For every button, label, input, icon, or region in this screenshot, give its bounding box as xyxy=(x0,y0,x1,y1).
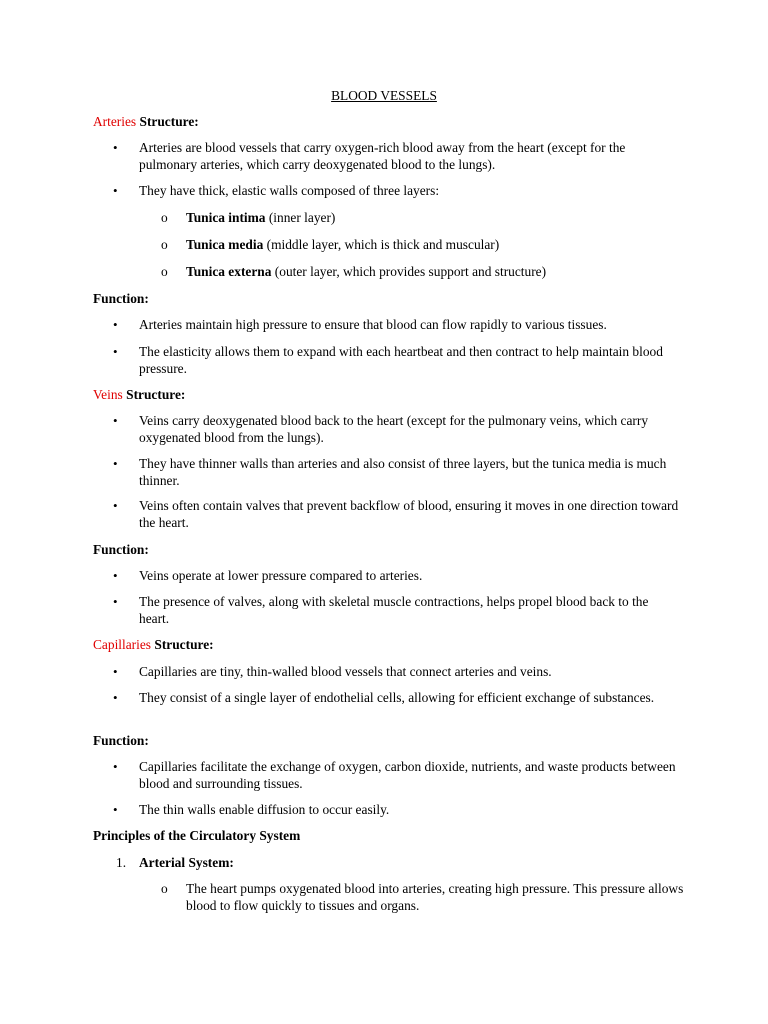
sub-bullet-marker: o xyxy=(161,237,168,252)
list-item-text: Capillaries facilitate the exchange of oxygen, carbon dioxide, nutrients, and waste products between blood and surrounding tissues. xyxy=(139,759,676,791)
layer-name: Tunica media xyxy=(186,237,264,252)
veins-label: Veins xyxy=(93,387,123,402)
list-item-text: The elasticity allows them to expand with each heartbeat and then contract to help maintain blood pressure. xyxy=(139,344,663,376)
list-item-text: The thin walls enable diffusion to occur easily. xyxy=(139,802,390,817)
bullet-marker: • xyxy=(113,664,118,679)
bullet-marker: • xyxy=(113,690,118,705)
arteries-function-heading: Function: xyxy=(93,291,149,306)
veins-structure-heading xyxy=(93,386,185,403)
layer-name: Tunica externa xyxy=(186,264,272,279)
sub-list-item-text xyxy=(186,209,686,226)
capillaries-label: Capillaries xyxy=(93,637,152,652)
arteries-label: Arteries xyxy=(93,114,137,129)
layer-name: Tunica intima xyxy=(186,210,266,225)
bullet-marker: • xyxy=(113,140,118,155)
bullet-marker: • xyxy=(113,568,118,583)
list-item-text: Arteries maintain high pressure to ensure that blood can flow rapidly to various tissues. xyxy=(139,317,607,332)
sub-list-item-text: The heart pumps oxygenated blood into arteries, creating high pressure. This pressure allows blood to flow quickly to tissues and organs. xyxy=(186,881,684,913)
veins-function-heading: Function: xyxy=(93,542,149,557)
list-item-text: They consist of a single layer of endothelial cells, allowing for efficient exchange of substances. xyxy=(139,690,655,705)
sub-bullet-marker: o xyxy=(161,881,168,896)
capillaries-function-heading: Function: xyxy=(93,733,149,748)
capillaries-structure-label: Structure: xyxy=(154,637,214,652)
bullet-marker: • xyxy=(113,759,118,774)
layer-desc: (middle layer, which is thick and muscular) xyxy=(263,237,500,252)
arteries-structure-label: Structure: xyxy=(139,114,199,129)
document-title: BLOOD VESSELS xyxy=(331,88,437,103)
sub-list-item-text xyxy=(186,236,686,253)
bullet-marker: • xyxy=(113,456,118,471)
arteries-structure-heading xyxy=(93,113,199,130)
list-item-text: Veins often contain valves that prevent backflow of blood, ensuring it moves in one direction toward the heart. xyxy=(139,498,679,530)
principles-heading: Principles of the Circulatory System xyxy=(93,828,301,843)
sub-bullet-marker: o xyxy=(161,210,168,225)
bullet-marker: • xyxy=(113,344,118,359)
layer-desc: (inner layer) xyxy=(265,210,336,225)
capillaries-structure-heading xyxy=(93,636,214,653)
bullet-marker: • xyxy=(113,317,118,332)
sub-list-item-text xyxy=(186,263,686,280)
list-item-text: The presence of valves, along with skeletal muscle contractions, helps propel blood back to the heart. xyxy=(139,594,649,626)
list-item-text: Veins operate at lower pressure compared to arteries. xyxy=(139,568,423,583)
list-item-text: They have thinner walls than arteries and also consist of three layers, but the tunica media is much thinner. xyxy=(139,456,667,488)
bullet-marker: • xyxy=(113,802,118,817)
bullet-marker: • xyxy=(113,498,118,513)
list-item-text: Capillaries are tiny, thin-walled blood vessels that connect arteries and veins. xyxy=(139,664,552,679)
sub-bullet-marker: o xyxy=(161,264,168,279)
numbered-item-label: Arterial System: xyxy=(139,855,234,870)
list-item-text: They have thick, elastic walls composed of three layers: xyxy=(139,183,440,198)
list-number: 1. xyxy=(116,855,127,870)
veins-structure-label: Structure: xyxy=(126,387,186,402)
bullet-marker: • xyxy=(113,413,118,428)
list-item-text: Veins carry deoxygenated blood back to the heart (except for the pulmonary veins, which carry oxygenated blood from the lungs). xyxy=(139,413,649,445)
bullet-marker: • xyxy=(113,594,118,609)
list-item-text: Arteries are blood vessels that carry oxygen-rich blood away from the heart (except for the pulmonary arteries, which carry deoxygenated blood to the lungs). xyxy=(139,140,626,172)
layer-desc: (outer layer, which provides support and structure) xyxy=(271,264,547,279)
bullet-marker: • xyxy=(113,183,118,198)
